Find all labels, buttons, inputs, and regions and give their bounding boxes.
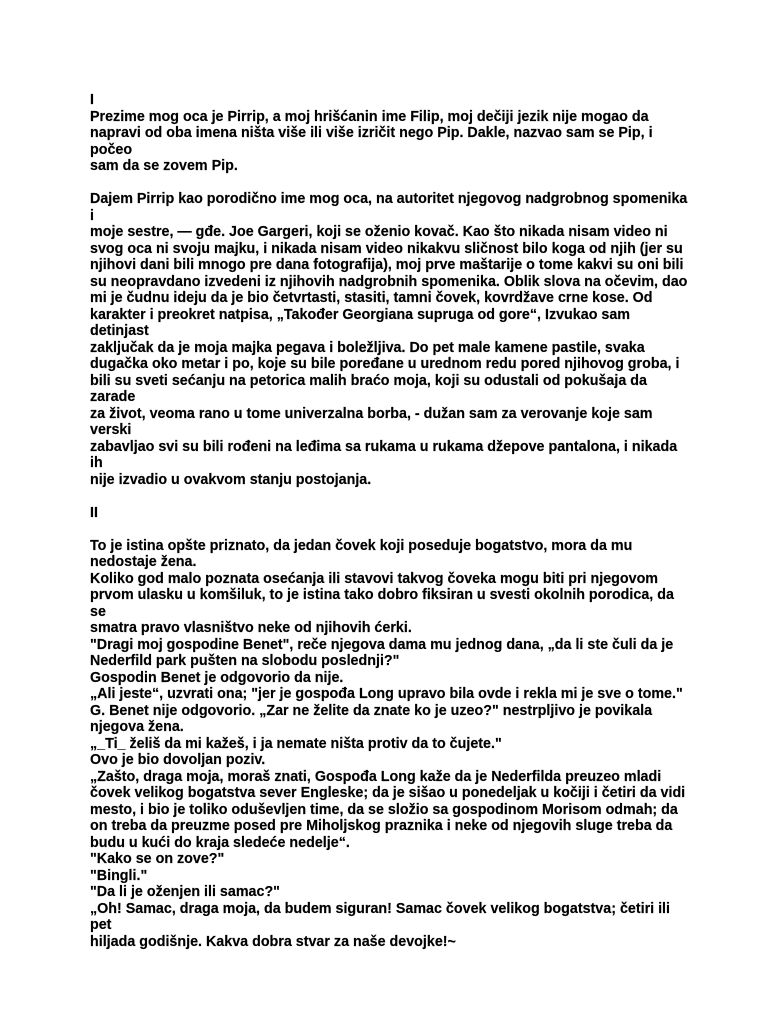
chapter-2-line-14: „Zašto, draga moja, moraš znati, Gospođa Long kaže da je Nederfilda preuzeo mladi bbox=[90, 768, 662, 785]
chapter-2-line-23: hiljada godišnje. Kakva dobra stvar za naše devojke!~ bbox=[90, 933, 456, 950]
chapter-1-para-2-line-4: njihovi dani bili mnogo pre dana fotografija), moj prve maštarije o tome kakvi su oni bili bbox=[90, 257, 684, 273]
chapter-2-line-7: Nederfild park pušten na slobodu poslednji?" bbox=[90, 653, 400, 669]
chapter-1-para-2-line-1: Dajem Pirrip kao porodično ime mog oca, na autoritet njegovog nadgrobnog spomenika i bbox=[90, 191, 688, 224]
chapter-2-line-9: „Ali jeste“, uzvrati ona; "jer je gospođa Long upravo bila ovde i rekla mi je sve o tome." bbox=[90, 686, 683, 702]
chapter-1-para-2-line-3: svog oca ni svoju majku, i nikada nisam video nikakvu sličnost bilo koga od njih (jer su bbox=[90, 240, 683, 257]
chapter-2-line-18: budu u kući do kraja sledeće nedelje“. bbox=[90, 834, 350, 851]
chapter-1-heading: I bbox=[90, 92, 94, 108]
chapter-1-para-1-line-1: Prezime mog oca je Pirrip, a moj hrišćanin ime Filip, moj dečiji jezik nije mogao da bbox=[90, 108, 649, 125]
chapter-2-line-22: „Oh! Samac, draga moja, da budem siguran! Samac čovek velikog bogatstva; četiri ili pet bbox=[90, 900, 671, 933]
chapter-2-line-6: "Dragi moj gospodine Benet", reče njegova dama mu jednog dana, „da li ste čuli da je bbox=[90, 636, 674, 653]
chapter-2-line-1: To je istina opšte priznato, da jedan čovek koji poseduje bogatstvo, mora da mu bbox=[90, 537, 633, 554]
chapter-2-line-10: G. Benet nije odgovorio. „Zar ne želite da znate ko je uzeo?" nestrpljivo je povikala bbox=[90, 702, 653, 719]
chapter-2-heading: II bbox=[90, 504, 98, 521]
chapter-2-line-12: „_Ti_ želiš da mi kažeš, i ja nemate ništa protiv da to čujete." bbox=[90, 735, 502, 752]
chapter-2-line-2: nedostaje žena. bbox=[90, 554, 197, 570]
chapter-2-line-16: mesto, i bio je toliko oduševljen time, da se složio sa gospodinom Morisom odmah; da bbox=[90, 801, 678, 818]
chapter-2-line-20: "Bingli." bbox=[90, 867, 148, 884]
chapter-2-line-15: čovek velikog bogatstva sever Engleske; da je sišao u ponedeljak u kočiji i četiri da vidi bbox=[90, 785, 686, 801]
chapter-2-line-5: smatra pravo vlasništvo neke od njihovih ćerki. bbox=[90, 620, 412, 636]
chapter-1-para-2-line-5: su neopravdano izvedeni iz njihovih nadgrobnih spomenika. Oblik slova na očevim, dao bbox=[90, 273, 688, 290]
chapter-1-para-2-line-7: karakter i preokret natpisa, „Također Georgiana supruga od gore“, Izvukao sam detinjast bbox=[90, 306, 631, 339]
chapter-1-para-2-line-6: mi je čudnu ideju da je bio četvrtasti, stasiti, tamni čovek, kovrdžave crne kose. Od bbox=[90, 290, 653, 306]
chapter-1-para-2-line-2: moje sestre, — gđe. Joe Gargeri, koji se oženio kovač. Kao što nikada nisam video ni bbox=[90, 224, 668, 240]
chapter-2-line-4: prvom ulasku u komšiluk, to je istina tako dobro fiksiran u svesti okolnih porodica, da se bbox=[90, 587, 674, 620]
chapter-1-para-1-line-3: sam da se zovem Pip. bbox=[90, 158, 238, 174]
chapter-1-para-2-line-8: zaključak da je moja majka pegava i boležljiva. Do pet male kamene pastile, svaka bbox=[90, 339, 645, 356]
chapter-2-line-11: njegova žena. bbox=[90, 719, 184, 735]
chapter-2-line-17: on treba da preuzme posed pre Miholjskog praznika i neke od njegovih sluge treba da bbox=[90, 818, 673, 834]
chapter-2-line-3: Koliko god malo poznata osećanja ili stavovi takvog čoveka mogu biti pri njegovom bbox=[90, 570, 659, 587]
chapter-1-para-2-line-13: nije izvadio u ovakvom stanju postojanja. bbox=[90, 471, 372, 488]
chapter-2-line-13: Ovo je bio dovoljan poziv. bbox=[90, 752, 266, 768]
chapter-2-line-8: Gospodin Benet je odgovorio da nije. bbox=[90, 669, 344, 686]
chapter-2-line-21: "Da li je oženjen ili samac?" bbox=[90, 884, 280, 900]
chapter-1-para-2-line-12: zabavljao svi su bili rođeni na leđima sa rukama u rukama džepove pantalona, i nikada ih bbox=[90, 438, 678, 471]
paragraph-gap bbox=[90, 488, 690, 505]
paragraph-gap bbox=[90, 175, 690, 192]
paragraph-gap bbox=[90, 521, 690, 538]
chapter-1-para-2-line-9: dugačka oko metar i po, koje su bile poređane u urednom redu pored njihovog groba, i bbox=[90, 356, 680, 372]
chapter-1-para-2-line-10: bili su sveti sećanju na petorica malih braćo moja, koji su odustali od pokušaja da zarade bbox=[90, 372, 647, 405]
document-page bbox=[90, 92, 690, 950]
chapter-1-para-1-line-2: napravi od oba imena ništa više ili više izričit nego Pip. Dakle, nazvao sam se Pip, i počeo bbox=[90, 125, 653, 158]
chapter-1-para-2-line-11: za život, veoma rano u tome univerzalna borba, - dužan sam za verovanje koje sam verski bbox=[90, 405, 653, 438]
chapter-2-line-19: "Kako se on zove?" bbox=[90, 851, 225, 867]
